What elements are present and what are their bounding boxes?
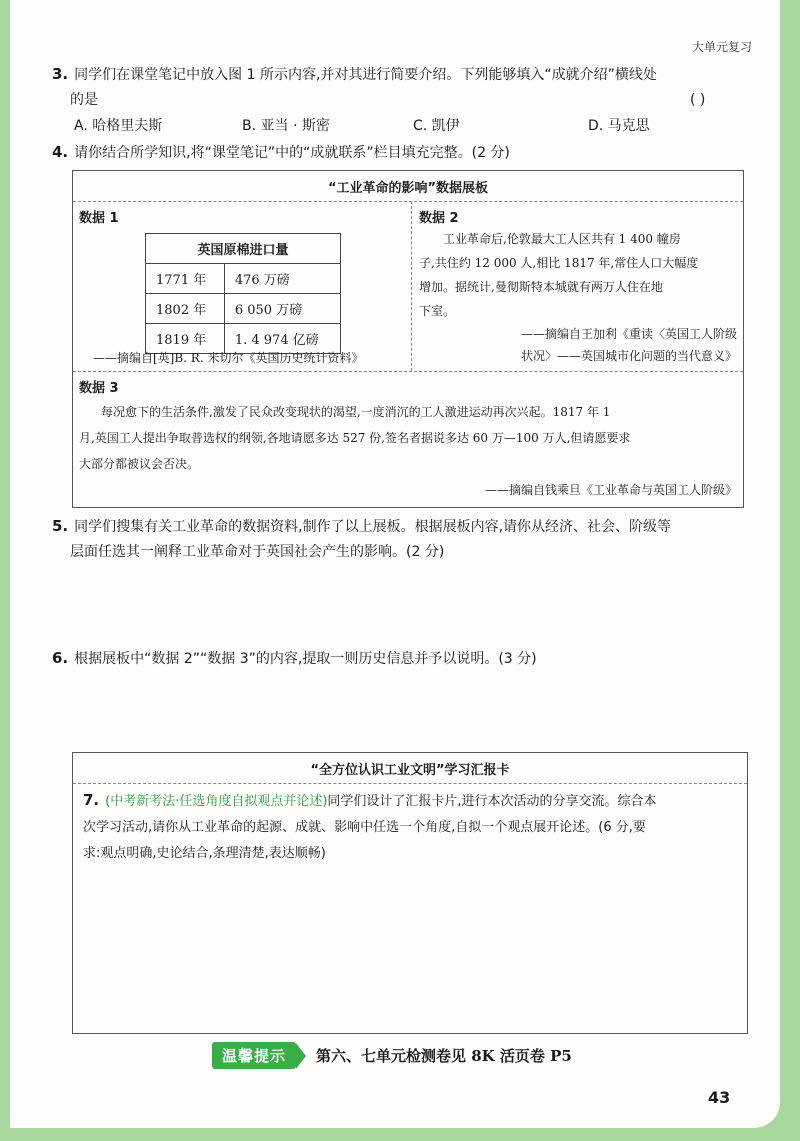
data2-body: [419, 227, 737, 323]
q3-option-a: A. 哈格里夫斯: [74, 118, 163, 134]
q3-text-line2: 的是: [70, 92, 98, 108]
q3-number: 3.: [52, 65, 69, 83]
panel-divider-middle: [73, 371, 743, 372]
report-card: [72, 752, 748, 1034]
table-cell-year: 1802 年: [146, 294, 225, 324]
q5-line1: [52, 516, 671, 537]
panel-title: “工业革命的影响”数据展板: [327, 181, 489, 196]
data2-line: 子,共住约 12 000 人,相比 1817 年,常住人口大幅度: [419, 256, 699, 270]
q7-text-line1: 同学们设计了汇报卡片,进行本次活动的分享交流。综合本: [327, 794, 657, 809]
q3-text-line1: 同学们在课堂笔记中放入图 1 所示内容,并对其进行简要介绍。下列能够填入“成就介绍”横线处: [74, 67, 657, 83]
table-cell-year: 1819 年: [146, 324, 225, 354]
cotton-import-table: [145, 233, 341, 354]
page: [10, 0, 780, 1128]
q3-option-d: D. 马克思: [588, 118, 650, 134]
tip-arrow-icon: [296, 1043, 306, 1069]
panel-divider-vertical: [411, 201, 412, 371]
table-row: [146, 294, 341, 324]
q7-number: 7.: [83, 791, 100, 809]
data2-source: [521, 323, 737, 367]
q3-line1: [52, 64, 657, 85]
q7-text-line3: 求:观点明确,史论结合,条理清楚,表达顺畅): [83, 846, 326, 861]
table-cell-value: 476 万磅: [224, 264, 340, 294]
q6-text: 根据展板中“数据 2”“数据 3”的内容,提取一则历史信息并予以说明。(3 分): [74, 651, 537, 667]
q7-text-line2: 次学习活动,请你从工业革命的起源、成就、影响中任选一个角度,自拟一个观点展开论述。(6 分,要: [83, 820, 646, 835]
table-row: [146, 264, 341, 294]
q7-body: [83, 787, 743, 867]
data2-label: 数据 2: [419, 211, 459, 226]
tip-badge: 温馨提示: [212, 1042, 296, 1069]
q3-option-b: B. 亚当 · 斯密: [242, 118, 330, 134]
data-panel: [72, 170, 744, 508]
q4-text: 请你结合所学知识,将“课堂笔记”中的“成就联系”栏目填充完整。(2 分): [74, 145, 510, 161]
data3-body: [79, 399, 735, 477]
q5-text-line2: 层面任选其一阐释工业革命对于英国社会产生的影响。(2 分): [70, 544, 445, 560]
data3-line: 每况愈下的生活条件,激发了民众改变现状的渴望,一度消沉的工人激进运动再次兴起。1817 年 1: [101, 405, 611, 419]
table-header-row: [146, 234, 341, 264]
table-cell-value: 6 050 万磅: [224, 294, 340, 324]
data3-line: 大部分都被议会否决。: [79, 457, 200, 471]
data3-source: ——摘编自钱乘旦《工业革命与英国工人阶级》: [484, 483, 737, 497]
table-cell-value: 1. 4 974 亿磅: [224, 324, 340, 354]
q5-text-line1: 同学们搜集有关工业革命的数据资料,制作了以上展板。根据展板内容,请你从经济、社会、阶级等: [74, 519, 672, 535]
table-cell-year: 1771 年: [146, 264, 225, 294]
data3-label: 数据 3: [79, 381, 119, 396]
card-title: “全方位认识工业文明”学习汇报卡: [310, 763, 510, 778]
data2-source-line: ——摘编自王加利《重读〈英国工人阶级: [520, 327, 737, 341]
q4: [52, 142, 510, 163]
card-divider: [73, 783, 747, 784]
panel-divider-top: [73, 201, 743, 202]
tip-banner: [212, 1042, 572, 1069]
data1-label: 数据 1: [79, 211, 119, 226]
data3-line: 月,英国工人提出争取普选权的纲领,各地请愿多达 527 份,签名者据说多达 60 万—100 万人,但请愿要求: [79, 431, 631, 445]
data2-line: 下室。: [419, 304, 456, 318]
section-header: 大单元复习: [691, 40, 752, 54]
tip-text: 第六、七单元检测卷见 8K 活页卷 P5: [316, 1047, 572, 1065]
q4-number: 4.: [52, 143, 69, 161]
q6-number: 6.: [52, 649, 69, 667]
q5-number: 5.: [52, 517, 69, 535]
data2-line: 工业革命后,伦敦最大工人区共有 1 400 幢房: [443, 232, 681, 246]
q3-option-c: C. 凯伊: [413, 118, 460, 134]
q7-method-tag: (中考新考法·任选角度自拟观点并论述): [105, 794, 328, 809]
q6: [52, 648, 537, 669]
page-number: 43: [708, 1088, 731, 1107]
q3-answer-paren: ( ): [690, 92, 706, 108]
data1-source: ——摘编自[英]B. R. 米切尔《英国历史统计资料》: [93, 351, 364, 365]
table-title: 英国原棉进口量: [146, 234, 341, 264]
q7-line1: [83, 787, 743, 815]
data2-line: 增加。据统计,曼彻斯特本城就有两万人住在地: [419, 280, 663, 294]
data2-source-line: 状况〉——英国城市化问题的当代意义》: [520, 349, 737, 363]
